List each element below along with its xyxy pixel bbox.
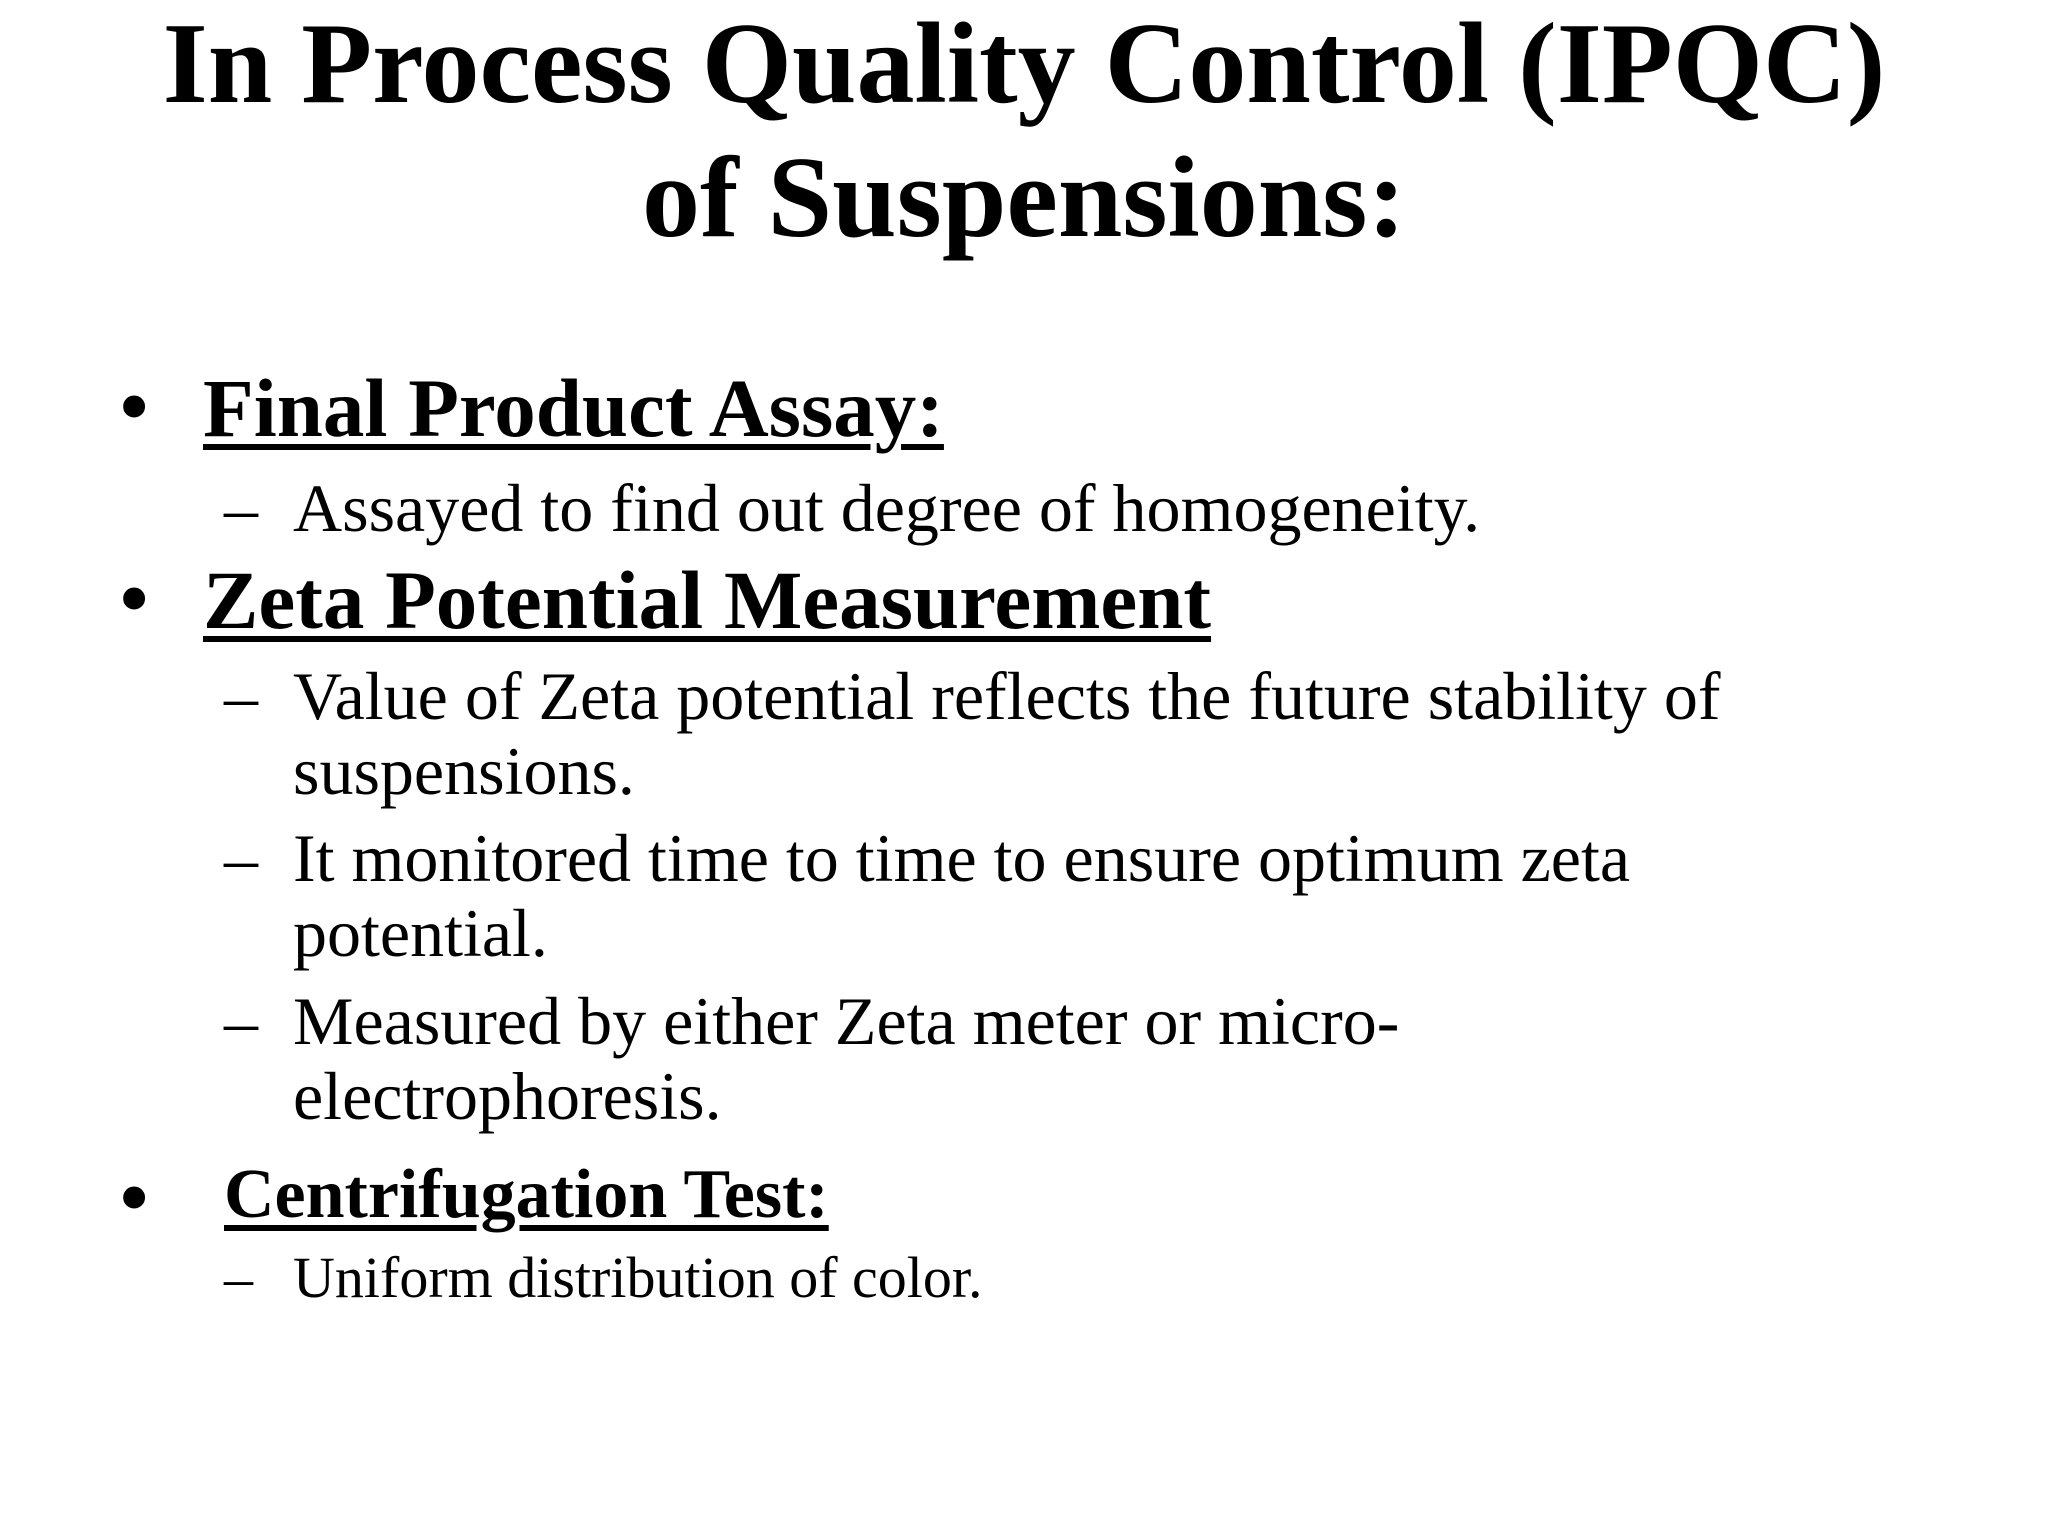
section-heading-final-product-assay: Final Product Assay: <box>203 362 944 454</box>
point-text: Value of Zeta potential reflects the future stability of <box>293 658 1721 734</box>
dash-icon: – <box>224 470 258 546</box>
point-text: Assayed to find out degree of homogeneity. <box>293 470 1481 546</box>
dash-icon: – <box>224 1245 253 1310</box>
slide-title-line-1: In Process Quality Control (IPQC) <box>162 0 1886 128</box>
point-text-continuation: electrophoresis. <box>293 1058 722 1134</box>
point-text: Uniform distribution of color. <box>293 1245 983 1310</box>
dash-icon: – <box>224 983 258 1059</box>
dash-icon: – <box>224 820 258 896</box>
bullet-icon: • <box>118 355 151 457</box>
point-text: It monitored time to time to ensure optimum zeta <box>293 820 1631 896</box>
bullet-icon: • <box>118 547 151 649</box>
slide-title-line-2: of Suspensions: <box>642 134 1406 262</box>
point-text: Measured by either Zeta meter or micro- <box>293 983 1400 1059</box>
bullet-icon: • <box>118 1146 151 1248</box>
section-heading-centrifugation-test: Centrifugation Test: <box>224 1156 829 1233</box>
point-text-continuation: potential. <box>293 895 548 971</box>
dash-icon: – <box>224 658 258 734</box>
point-text-continuation: suspensions. <box>293 733 635 809</box>
section-heading-zeta-potential: Zeta Potential Measurement <box>203 554 1212 646</box>
